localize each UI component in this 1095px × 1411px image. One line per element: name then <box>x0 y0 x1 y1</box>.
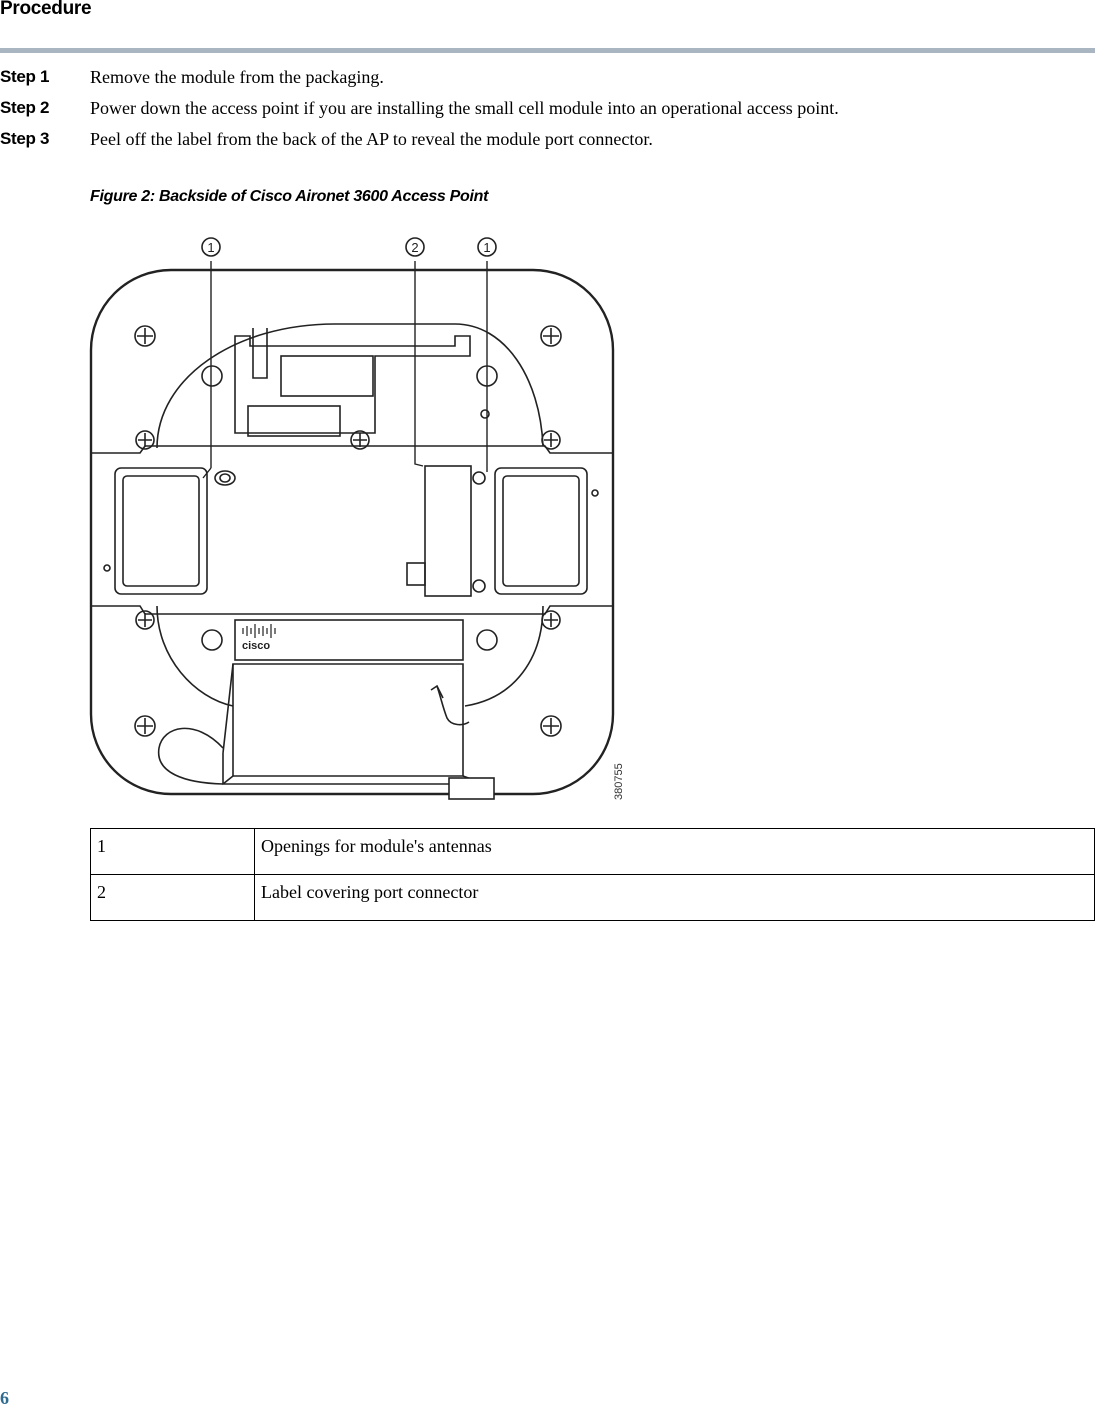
legend-number: 2 <box>91 875 255 921</box>
cable-loop <box>159 728 223 784</box>
screw-icon <box>135 326 155 346</box>
svg-text:1: 1 <box>483 240 491 255</box>
callout-1-left <box>202 238 220 256</box>
bottom-compartment <box>233 664 463 776</box>
cisco-logo <box>242 624 275 652</box>
callout-2 <box>406 238 424 256</box>
legend-description: Openings for module's antennas <box>255 829 1095 875</box>
screw-icon <box>541 716 561 736</box>
table-row <box>91 829 1095 875</box>
screw-icon <box>351 431 369 449</box>
step-label: Step 1 <box>0 67 50 86</box>
step-3 <box>0 129 1095 153</box>
screw-icon <box>542 431 560 449</box>
latch <box>437 686 469 725</box>
screw-icon <box>542 611 560 629</box>
access-point-figure <box>85 228 645 813</box>
heading-rule <box>0 48 1095 53</box>
svg-text:2: 2 <box>411 240 419 255</box>
lower-dome <box>157 606 543 706</box>
page-number: 6 <box>0 1388 9 1408</box>
right-antenna-opening-inner <box>503 476 579 586</box>
legend-table <box>90 828 1095 921</box>
middle-band <box>91 446 613 614</box>
table-row <box>91 875 1095 921</box>
step-1 <box>0 67 1095 91</box>
figure-id: 380755 <box>613 763 625 800</box>
step-text: Remove the module from the packaging. <box>90 67 384 87</box>
right-antenna-opening <box>495 468 587 594</box>
screw-icon <box>136 431 154 449</box>
cisco-logo-text: cisco <box>242 640 271 652</box>
access-point-backside-drawing <box>85 228 645 808</box>
step-label: Step 2 <box>0 98 50 117</box>
top-recess <box>281 356 373 396</box>
top-label-plate <box>248 406 340 436</box>
legend-description: Label covering port connector <box>255 875 1095 921</box>
callout-1-right <box>478 238 496 256</box>
legend-number: 1 <box>91 829 255 875</box>
left-antenna-opening <box>115 468 207 594</box>
figure-caption: Figure 2: Backside of Cisco Aironet 3600 Access Point <box>90 188 489 205</box>
port-tab <box>407 563 425 585</box>
section-heading: Procedure <box>0 0 92 19</box>
screw-icon <box>136 611 154 629</box>
bottom-tab <box>449 778 494 799</box>
screw-icon <box>541 326 561 346</box>
ap-outer-shell <box>91 270 613 794</box>
screw-icon <box>135 716 155 736</box>
port-connector-label <box>425 466 471 596</box>
step-text: Power down the access point if you are installing the small cell module into an operational access point. <box>90 98 839 118</box>
step-2 <box>0 98 1095 122</box>
svg-text:1: 1 <box>207 240 215 255</box>
step-text: Peel off the label from the back of the AP to reveal the module port connector. <box>90 129 653 149</box>
step-label: Step 3 <box>0 129 50 148</box>
left-antenna-opening-inner <box>123 476 199 586</box>
top-bracket <box>235 336 470 433</box>
